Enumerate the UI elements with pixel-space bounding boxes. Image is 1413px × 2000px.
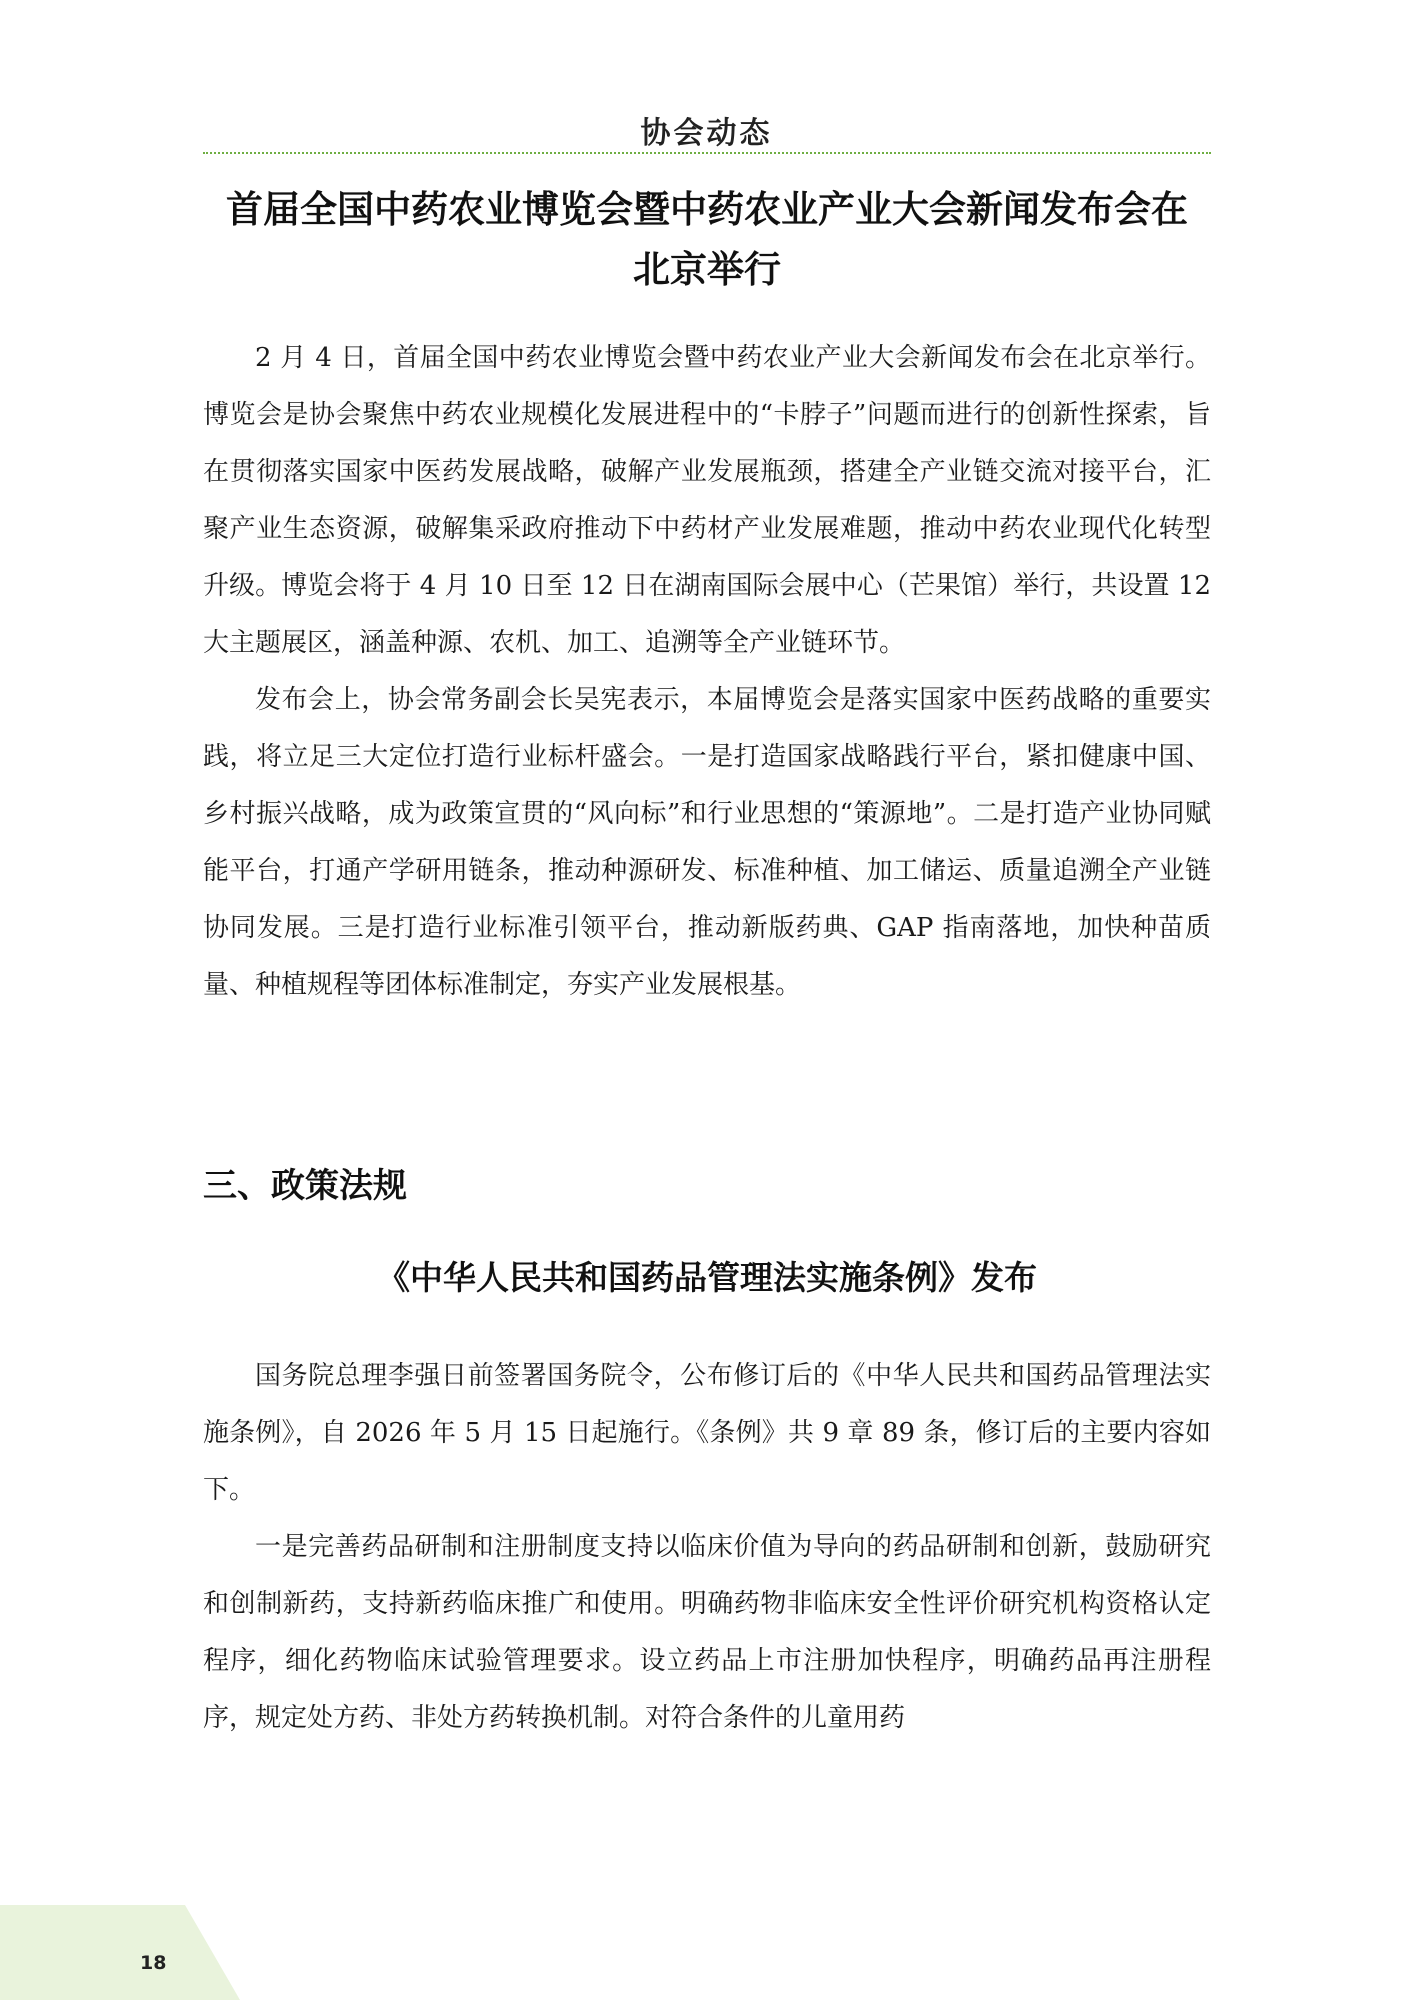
header-divider xyxy=(203,152,1211,154)
section-header-label: 协会动态 xyxy=(640,116,773,151)
page-corner-decoration xyxy=(0,1905,240,2000)
regulation-title: 《中华人民共和国药品管理法实施条例》发布 xyxy=(377,1258,1037,1297)
article-title-line1: 首届全国中药农业博览会暨中药农业产业大会新闻发布会在 xyxy=(226,188,1188,231)
section-heading: 三、政策法规 xyxy=(203,1166,407,1206)
page-number: 18 xyxy=(140,1952,167,1974)
article-title xyxy=(203,180,1211,300)
article-paragraph: 2 月 4 日，首届全国中药农业博览会暨中药农业产业大会新闻发布会在北京举行。博览会是协会聚焦中药农业规模化发展进程中的“卡脖子”问题而进行的创新性探索，旨在贯彻落实国家中医药发展战略，破解产业发展瓶颈，搭建全产业链交流对接平台，汇聚产业生态资源，破解集采政府推动下中药材产业发展难题，推动中药农业现代化转型升级。博览会将于 4 月 10 日至 12 日在湖南国际会展中心（芒果馆）举行，共设置 12 大主题展区，涵盖种源、农机、加工、追溯等全产业链环节。 xyxy=(203,343,1211,658)
regulation-paragraph: 国务院总理李强日前签署国务院令，公布修订后的《中华人民共和国药品管理法实施条例》，自 2026 年 5 月 15 日起施行。《条例》共 9 章 89 条，修订后的主要内容如下。 xyxy=(203,1361,1211,1505)
regulation-paragraph: 一是完善药品研制和注册制度支持以临床价值为导向的药品研制和创新，鼓励研究和创制新药，支持新药临床推广和使用。明确药物非临床安全性评价研究机构资格认定程序，细化药物临床试验管理要求。设立药品上市注册加快程序，明确药品再注册程序，规定处方药、非处方药转换机制。对符合条件的儿童用药 xyxy=(203,1532,1211,1733)
article-paragraph: 发布会上，协会常务副会长吴宪表示，本届博览会是落实国家中医药战略的重要实践，将立足三大定位打造行业标杆盛会。一是打造国家战略践行平台，紧扣健康中国、乡村振兴战略，成为政策宣贯的“风向标”和行业思想的“策源地”。二是打造产业协同赋能平台，打通产学研用链条，推动种源研发、标准种植、加工储运、质量追溯全产业链协同发展。三是打造行业标准引领平台，推动新版药典、GAP 指南落地，加快种苗质量、种植规程等团体标准制定，夯实产业发展根基。 xyxy=(203,685,1211,1000)
article-body xyxy=(203,330,1211,1014)
regulation-body xyxy=(203,1348,1211,1747)
article-title-line2: 北京举行 xyxy=(633,248,781,291)
